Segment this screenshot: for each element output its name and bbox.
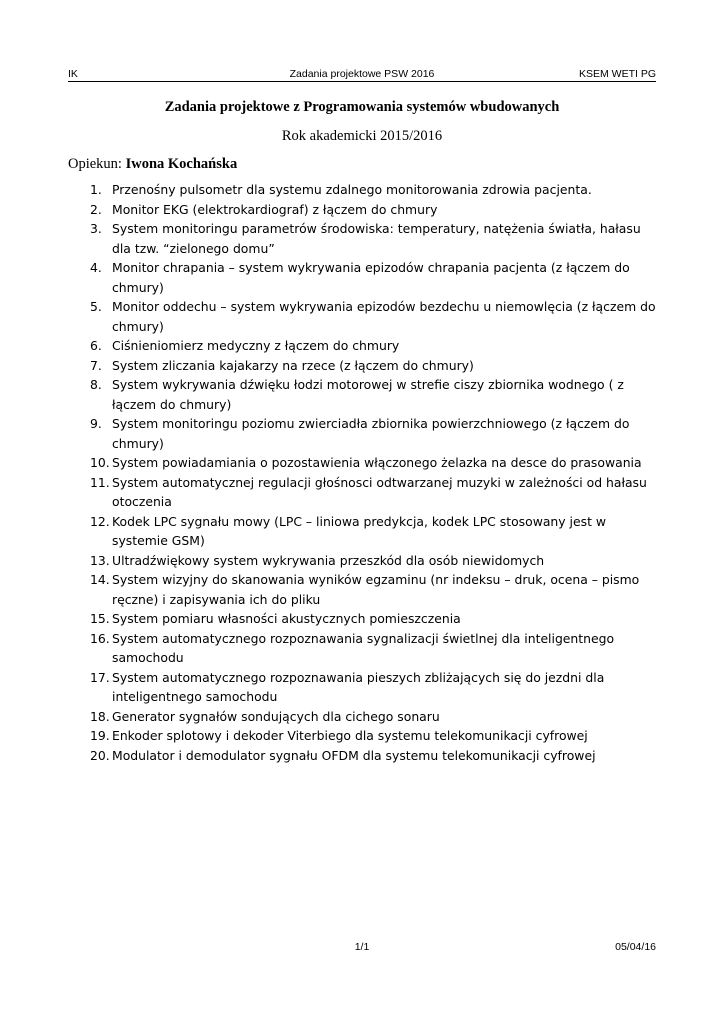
page-number: 1/1 — [354, 941, 370, 953]
list-item-number: 17. — [90, 669, 110, 685]
page-footer — [68, 940, 656, 954]
list-item — [90, 219, 662, 258]
list-item-number: 8. — [90, 377, 102, 392]
list-item-text: System powiadamiania o pozostawienia włączonego żelazka na desce do prasowania — [112, 455, 642, 470]
list-item — [90, 200, 662, 220]
list-item — [90, 746, 662, 766]
header-center-text: Zadania projektowe PSW 2016 — [289, 68, 435, 80]
list-item-text: Modulator i demodulator sygnału OFDM dla systemu telekomunikacji cyfrowej — [112, 747, 596, 763]
list-item — [90, 570, 662, 609]
supervisor-line — [68, 155, 237, 173]
footer-date: 05/04/16 — [615, 941, 656, 953]
list-item-text: Ultradźwiękowy system wykrywania przeszkód dla osób niewidomych — [112, 552, 545, 568]
list-item-text: System automatycznej regulacji głośnosci odtwarzanej muzyki w zależności od hałasu otoczenia — [112, 474, 647, 509]
list-item-text: Enkoder splotowy i dekoder Viterbiego dla systemu telekomunikacji cyfrowej — [112, 728, 588, 743]
list-item — [90, 668, 662, 707]
list-item-number: 10. — [90, 455, 110, 470]
list-item-text: System wykrywania dźwięku łodzi motorowej w strefie ciszy zbiornika wodnego ( z łączem do chmury) — [112, 377, 624, 412]
list-item-number: 9. — [90, 416, 102, 431]
list-item-number: 15. — [90, 611, 110, 626]
list-item — [90, 629, 662, 668]
supervisor-name: Iwona Kochańska — [125, 156, 238, 172]
list-item-text: Ciśnieniomierz medyczny z łączem do chmury — [112, 338, 400, 353]
list-item-text: System wizyjny do skanowania wyników egzaminu (nr indeksu – druk, ocena – pismo ręczne) i zapisywania ich do pliku — [112, 572, 640, 607]
list-item-number: 12. — [90, 513, 110, 529]
list-item-number: 18. — [90, 708, 110, 724]
list-item-text: Kodek LPC sygnału mowy (LPC – liniowa predykcja, kodek LPC stosowany jest w systemie GSM) — [112, 513, 607, 548]
list-item-text: System monitoringu parametrów środowiska: temperatury, natężenia światła, hałasu dla tzw. “zielonego domu” — [112, 221, 641, 256]
header-right-text: KSEM WETI PG — [578, 68, 656, 80]
list-item-number: 20. — [90, 747, 110, 763]
list-item-text: System monitoringu poziomu zwierciadła zbiornika powierzchniowego (z łączem do chmury) — [112, 416, 630, 451]
list-item — [90, 356, 662, 376]
list-item-number: 2. — [90, 201, 102, 217]
list-item-number: 4. — [90, 260, 102, 275]
list-item-number: 11. — [90, 474, 110, 490]
list-item-text: Przenośny pulsometr dla systemu zdalnego monitorowania zdrowia pacjenta. — [112, 182, 592, 197]
list-item-text: Monitor chrapania – system wykrywania epizodów chrapania pacjenta (z łączem do chmury) — [112, 260, 630, 295]
list-item-number: 5. — [90, 299, 102, 314]
list-item-number: 7. — [90, 357, 102, 373]
list-item — [90, 375, 662, 414]
list-item — [90, 180, 662, 200]
list-item-number: 13. — [90, 552, 110, 568]
document-title: Zadania projektowe z Programowania systemów wbudowanych — [164, 99, 560, 115]
list-item-text: System pomiaru własności akustycznych pomieszczenia — [112, 611, 461, 626]
header-left-text: IK — [68, 68, 78, 80]
list-item-text: System automatycznego rozpoznawania pieszych zbliżających się do jezdni dla inteligentnego samochodu — [112, 669, 605, 704]
page-header — [68, 67, 656, 82]
list-item — [90, 258, 662, 297]
list-item — [90, 609, 662, 629]
list-item-number: 3. — [90, 221, 102, 236]
list-item-text: Monitor oddechu – system wykrywania epizodów bezdechu u niemowlęcia (z łączem do chmury) — [112, 299, 656, 334]
list-item — [90, 453, 662, 473]
list-item — [90, 473, 662, 512]
list-item — [90, 336, 662, 356]
list-item — [90, 414, 662, 453]
list-item — [90, 551, 662, 571]
list-item-text: Generator sygnałów sondujących dla cichego sonaru — [112, 708, 440, 724]
list-item — [90, 707, 662, 727]
list-item — [90, 726, 662, 746]
supervisor-label: Opiekun: — [68, 156, 122, 172]
list-item-number: 1. — [90, 182, 102, 197]
list-item-number: 14. — [90, 572, 110, 587]
list-item-text: System zliczania kajakarzy na rzece (z łączem do chmury) — [112, 357, 474, 373]
list-item-number: 19. — [90, 728, 110, 743]
list-item — [90, 297, 662, 336]
list-item-number: 16. — [90, 630, 110, 646]
project-list — [90, 180, 662, 765]
document-subtitle: Rok akademicki 2015/2016 — [281, 128, 443, 144]
list-item-number: 6. — [90, 338, 102, 353]
list-item — [90, 512, 662, 551]
list-item-text: System automatycznego rozpoznawania sygnalizacji świetlnej dla inteligentnego samochodu — [112, 630, 615, 665]
list-item-text: Monitor EKG (elektrokardiograf) z łączem do chmury — [112, 201, 438, 217]
